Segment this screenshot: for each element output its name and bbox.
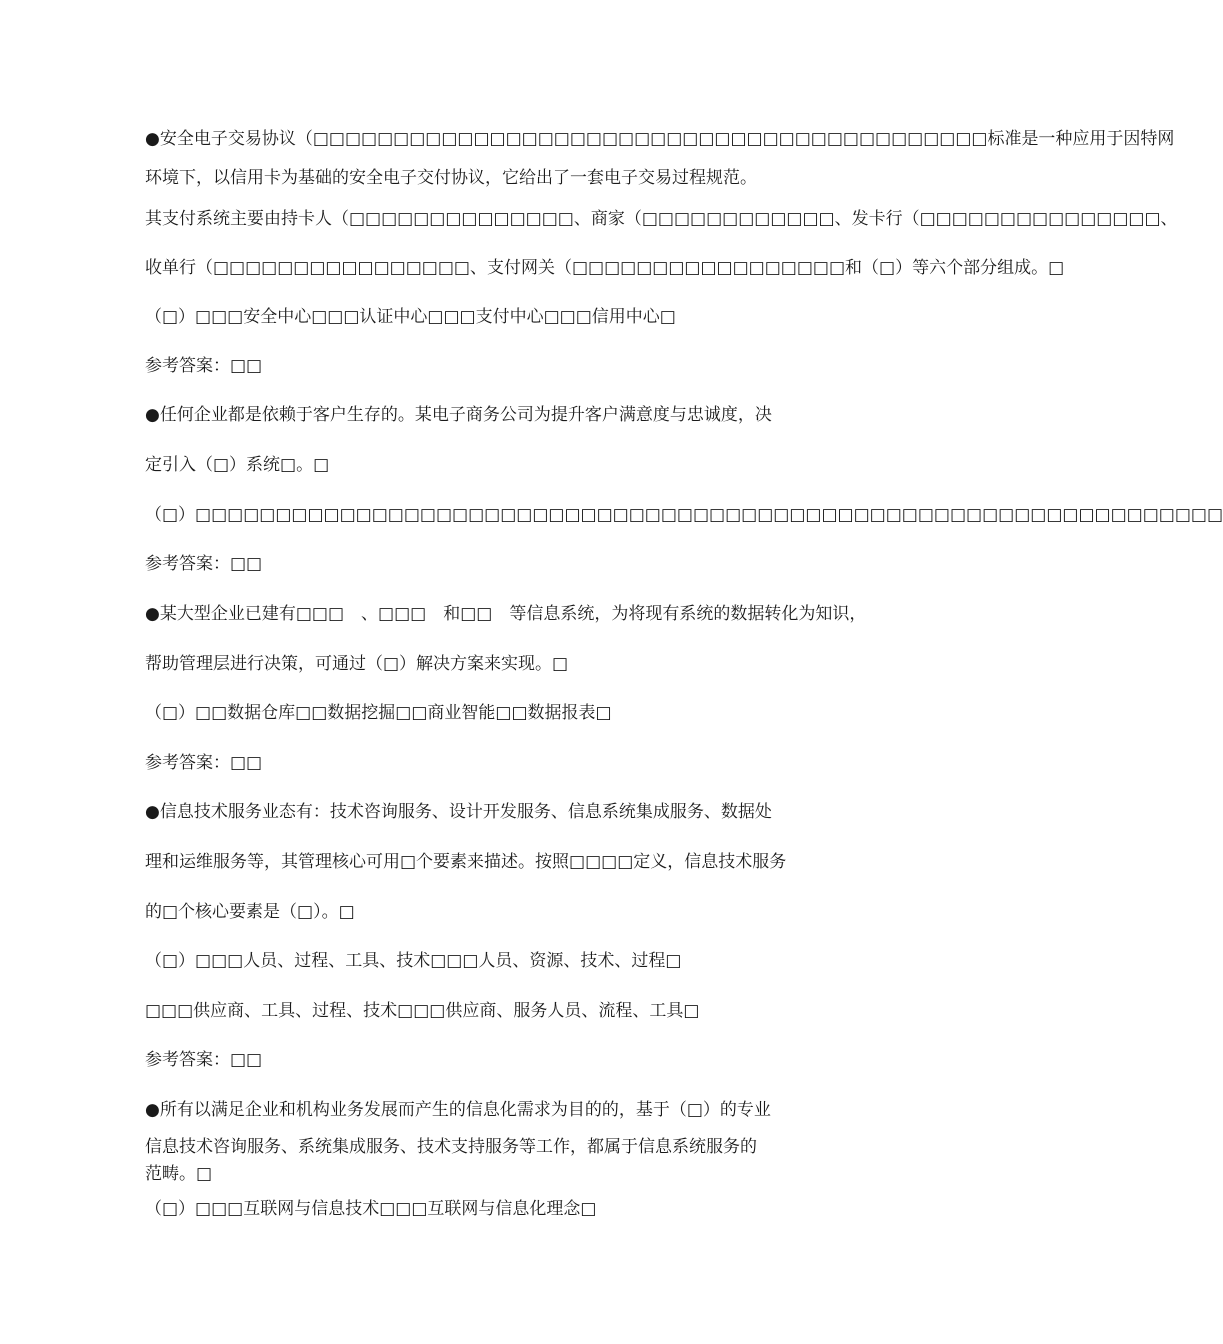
- q5-line-1: ●所有以满足企业和机构业务发展而产生的信息化需求为目的的，基于（□）的专业: [145, 1100, 771, 1120]
- q2-options-1: （□）□□□□□□□□□□□□□□□□□□□□□□□□□□□□□□□□□□□□□□□□□□□□□□□□□□□□□□□□□□□□□□□□: [145, 505, 1223, 525]
- q4-line-3: 的□个核心要素是（□）。□: [145, 902, 355, 922]
- q1-line-3: 其支付系统主要由持卡人（□□□□□□□□□□□□□□、商家（□□□□□□□□□□□□、发卡行（□□□□□□□□□□□□□□□、: [145, 209, 1178, 229]
- q3-options-1: （□）□□数据仓库□□数据挖掘□□商业智能□□数据报表□: [145, 703, 612, 723]
- q4-options-1: （□）□□□人员、过程、工具、技术□□□人员、资源、技术、过程□: [145, 951, 682, 971]
- q2-line-1: ●任何企业都是依赖于客户生存的。某电子商务公司为提升客户满意度与忠诚度，决: [145, 405, 772, 425]
- q3-line-2: 帮助管理层进行决策，可通过（□）解决方案来实现。□: [145, 654, 569, 674]
- q1-answer: 参考答案：□□: [145, 356, 263, 376]
- q5-line-2: 信息技术咨询服务、系统集成服务、技术支持服务等工作，都属于信息系统服务的: [145, 1137, 757, 1157]
- q2-answer: 参考答案：□□: [145, 554, 263, 574]
- q1-line-4: 收单行（□□□□□□□□□□□□□□□□、支付网关（□□□□□□□□□□□□□□□□□和（□）等六个部分组成。□: [145, 258, 1065, 278]
- q1-line-2: 环境下，以信用卡为基础的安全电子交付协议，它给出了一套电子交易过程规范。: [145, 168, 757, 188]
- q2-line-2: 定引入（□）系统□。□: [145, 455, 330, 475]
- q4-line-2: 理和运维服务等，其管理核心可用□个要素来描述。按照□□□□定义，信息技术服务: [145, 852, 787, 872]
- q1-options-1: （□）□□□安全中心□□□认证中心□□□支付中心□□□信用中心□: [145, 307, 676, 327]
- q4-answer: 参考答案：□□: [145, 1050, 263, 1070]
- q4-options-2: □□□供应商、工具、过程、技术□□□供应商、服务人员、流程、工具□: [145, 1001, 700, 1021]
- q3-answer: 参考答案：□□: [145, 753, 263, 773]
- q3-line-1: ●某大型企业已建有□□□ 、□□□ 和□□ 等信息系统，为将现有系统的数据转化为知识，: [145, 604, 867, 624]
- q4-line-1: ●信息技术服务业态有：技术咨询服务、设计开发服务、信息系统集成服务、数据处: [145, 802, 772, 822]
- q1-line-1: ●安全电子交易协议（□□□□□□□□□□□□□□□□□□□□□□□□□□□□□□□□□□□□□□□□□□标准是一种应用于因特网: [145, 129, 1175, 149]
- q5-options-1: （□）□□□互联网与信息技术□□□互联网与信息化理念□: [145, 1199, 597, 1219]
- q5-line-3: 范畴。□: [145, 1164, 213, 1184]
